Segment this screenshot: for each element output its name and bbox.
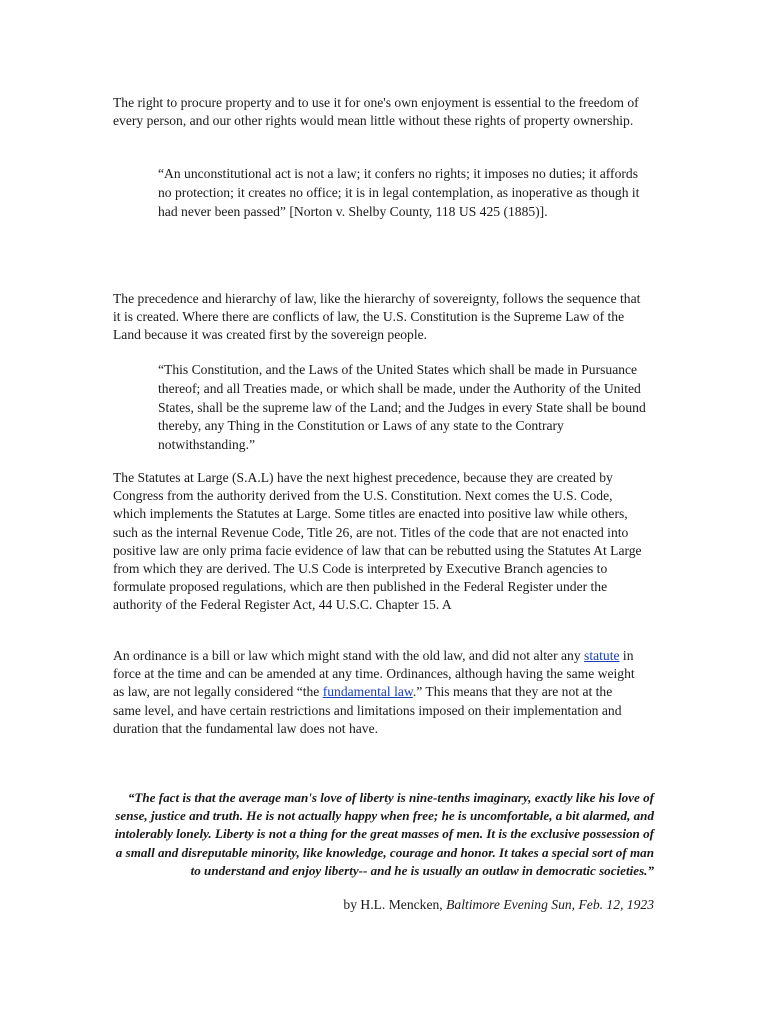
quote-supremacy-clause: “This Constitution, and the Laws of the United States which shall be made in Pursuance thereof; and all Treaties made, or which shall be made, under the Authority of the United States, shall be the supreme law of the Land; and the Judges in every State shall be bound thereby, any Thing in the Constitution or Laws of any state to the Contrary notwithstanding.”: [158, 362, 646, 453]
statute-link[interactable]: statute: [584, 648, 620, 663]
mencken-quote: “The fact is that the average man's love of liberty is nine-tenths imaginary, exactly like his love of sense, justice and truth. He is not actually happy when free; he is uncomfortable, a bit alarmed, and intolerably lonely. Liberty is not a thing for the great masses of men. It is the exclusive possession of a small and disreputable minority, like knowledge, courage and honor. It takes a special sort of man to understand and enjoy liberty-- and he is usually an outlaw in democratic societies.”: [114, 790, 654, 878]
ordinance-text-2: in force at the time and can be amended at any time. Ordinances, although having the same weight as law, are not legally considered “the: [113, 648, 635, 700]
paragraph-ordinance: [113, 647, 643, 738]
ordinance-text-3: .” This means that they are not at the same level, and have certain restrictions and limitations imposed on their implementation and duration that the fundamental law does not have.: [113, 684, 622, 736]
attribution-source: Baltimore Evening Sun, Feb. 12, 1923: [446, 897, 654, 912]
paragraph-statutes-at-large: The Statutes at Large (S.A.L) have the next highest precedence, because they are created by Congress from the authority derived from the U.S. Constitution. Next comes the U.S. Code, which implements the Statutes at Large. Some titles are enacted into positive law while others, such as the internal Revenue Code, Title 26, are not. Titles of the code that are not enacted into positive law are only prima facie evidence of law that can be rebutted using the Statutes At Large from which they are derived. The U.S Code is interpreted by Executive Branch agencies to formulate proposed regulations, which are then published in the Federal Register under the authority of the Federal Register Act, 44 U.S.C. Chapter 15. A: [113, 470, 642, 613]
quote-attribution: [108, 896, 654, 914]
paragraph-property-rights: The right to procure property and to use it for one's own enjoyment is essential to the freedom of every person, and our other rights would mean little without these rights of property ownership.: [113, 95, 639, 129]
paragraph-precedence-hierarchy: The precedence and hierarchy of law, like the hierarchy of sovereignty, follows the sequence that it is created. Where there are conflicts of law, the U.S. Constitution is the Supreme Law of the Land because it was created first by the sovereign people.: [113, 291, 641, 343]
ordinance-text-1: An ordinance is a bill or law which might stand with the old law, and did not alter any: [113, 648, 585, 663]
quote-norton-v-shelby: “An unconstitutional act is not a law; it confers no rights; it imposes no duties; it affords no protection; it creates no office; it is in legal contemplation, as inoperative as though it had never been passed” [Norton v. Shelby County, 118 US 425 (1885)].: [158, 166, 640, 219]
fundamental-law-link[interactable]: fundamental law: [322, 684, 413, 700]
attribution-author: by H.L. Mencken,: [343, 897, 447, 912]
